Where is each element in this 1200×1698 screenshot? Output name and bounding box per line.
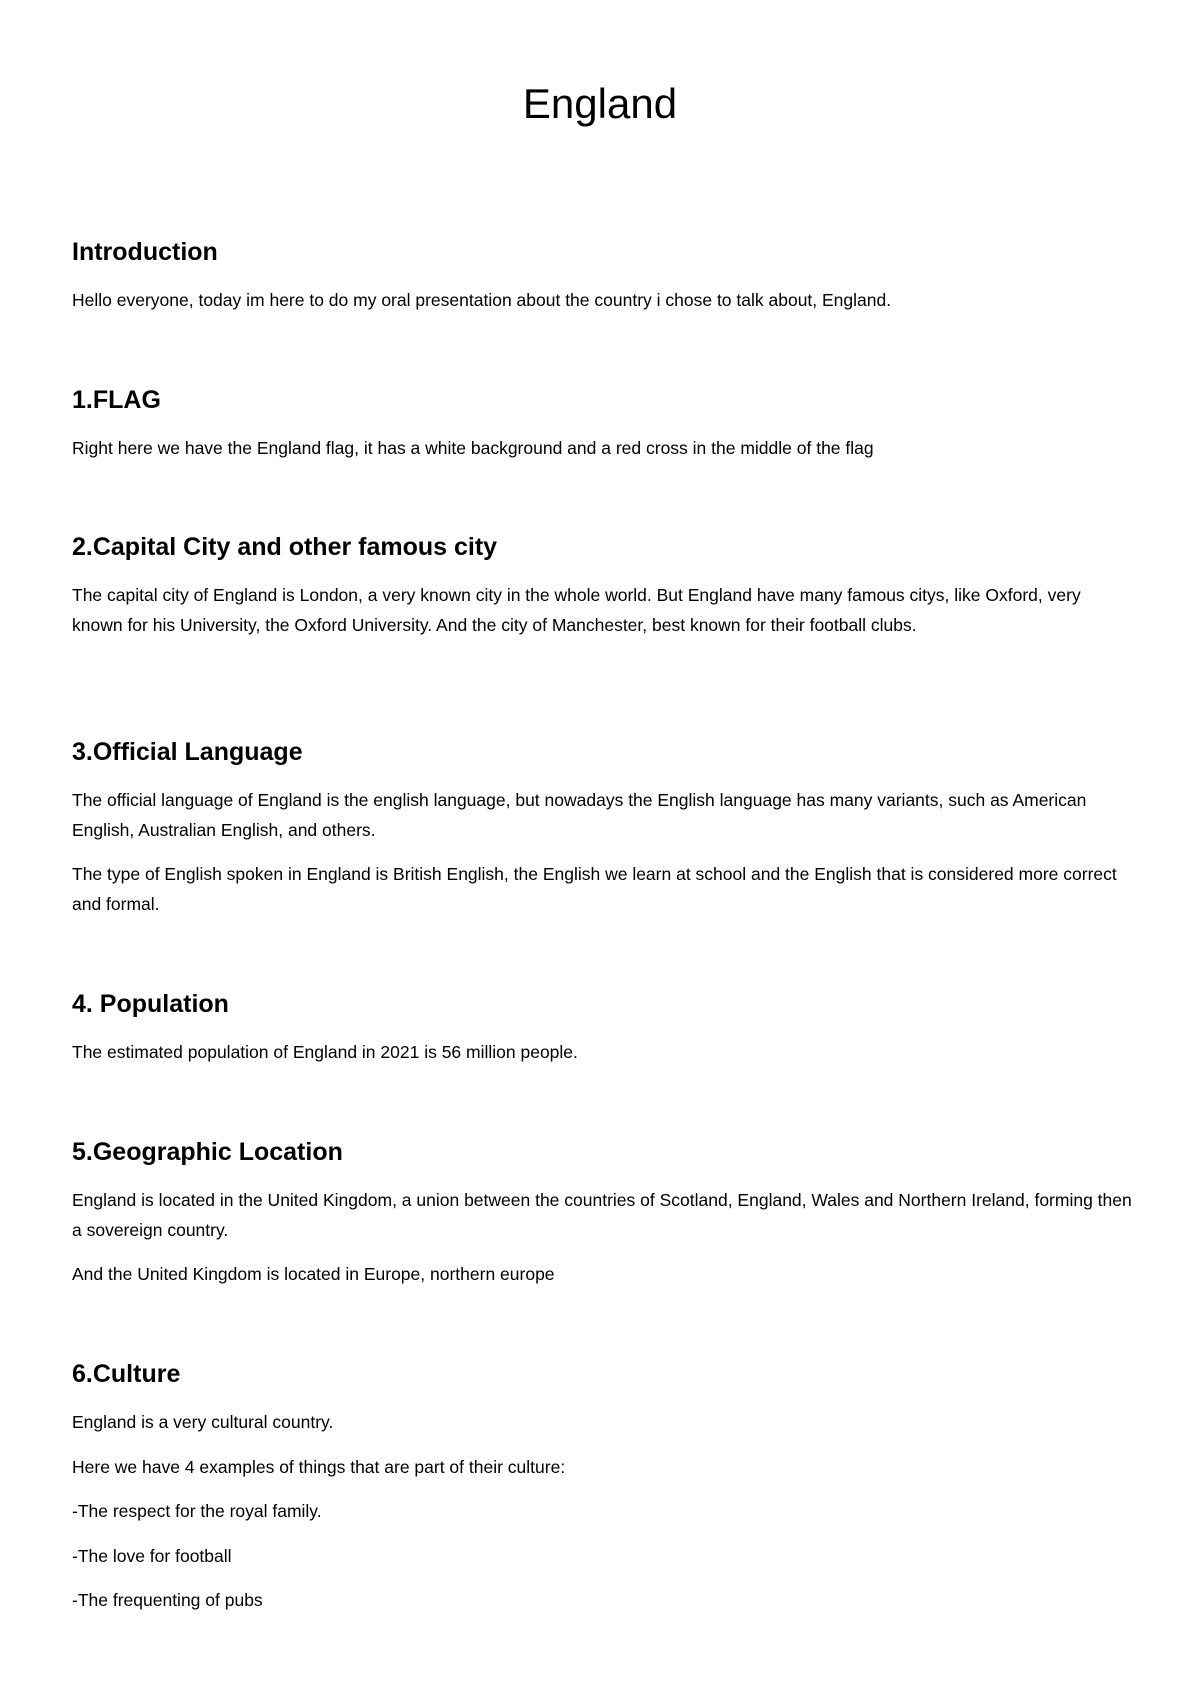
section-heading: 4. Population — [72, 990, 229, 1018]
section-culture — [72, 1358, 1132, 1616]
paragraph: The type of English spoken in England is British English, the English we learn at school and the English that is considered more correct and formal. — [72, 864, 1117, 914]
document-title: England — [522, 80, 678, 127]
section-official-language — [72, 736, 1132, 919]
section-population — [72, 988, 1132, 1068]
paragraph: Right here we have the England flag, it has a white background and a red cross in the middle of the flag — [72, 438, 874, 458]
section-heading: 1.FLAG — [72, 386, 161, 414]
section-flag — [72, 384, 1132, 464]
paragraph: Hello everyone, today im here to do my oral presentation about the country i chose to talk about, England. — [72, 290, 892, 310]
list-item: -The respect for the royal family. — [72, 1501, 322, 1521]
paragraph: The capital city of England is London, a very known city in the whole world. But England have many famous citys, like Oxford, very known for his University, the Oxford University. And the city of Manchester, best known for their football clubs. — [72, 585, 1081, 635]
section-capital-city — [72, 531, 1132, 640]
section-heading: 2.Capital City and other famous city — [72, 533, 498, 561]
paragraph: Here we have 4 examples of things that are part of their culture: — [72, 1456, 566, 1477]
paragraph: The estimated population of England in 2021 is 56 million people. — [72, 1042, 578, 1062]
paragraph: England is located in the United Kingdom, a union between the countries of Scotland, England, Wales and Northern Ireland, forming then a sovereign country. — [72, 1190, 1132, 1240]
section-introduction — [72, 236, 1132, 316]
section-heading: Introduction — [72, 238, 218, 266]
list-item: -The frequenting of pubs — [72, 1590, 263, 1610]
section-heading: 6.Culture — [72, 1360, 181, 1388]
section-geographic-location — [72, 1136, 1132, 1290]
section-heading: 5.Geographic Location — [72, 1138, 343, 1166]
list-item: -The love for football — [72, 1545, 232, 1566]
paragraph: The official language of England is the english language, but nowadays the English language has many variants, such as American English, Australian English, and others. — [72, 790, 1087, 840]
section-heading: 3.Official Language — [72, 738, 303, 766]
paragraph: And the United Kingdom is located in Europe, northern europe — [72, 1264, 555, 1284]
paragraph: England is a very cultural country. — [72, 1412, 334, 1432]
